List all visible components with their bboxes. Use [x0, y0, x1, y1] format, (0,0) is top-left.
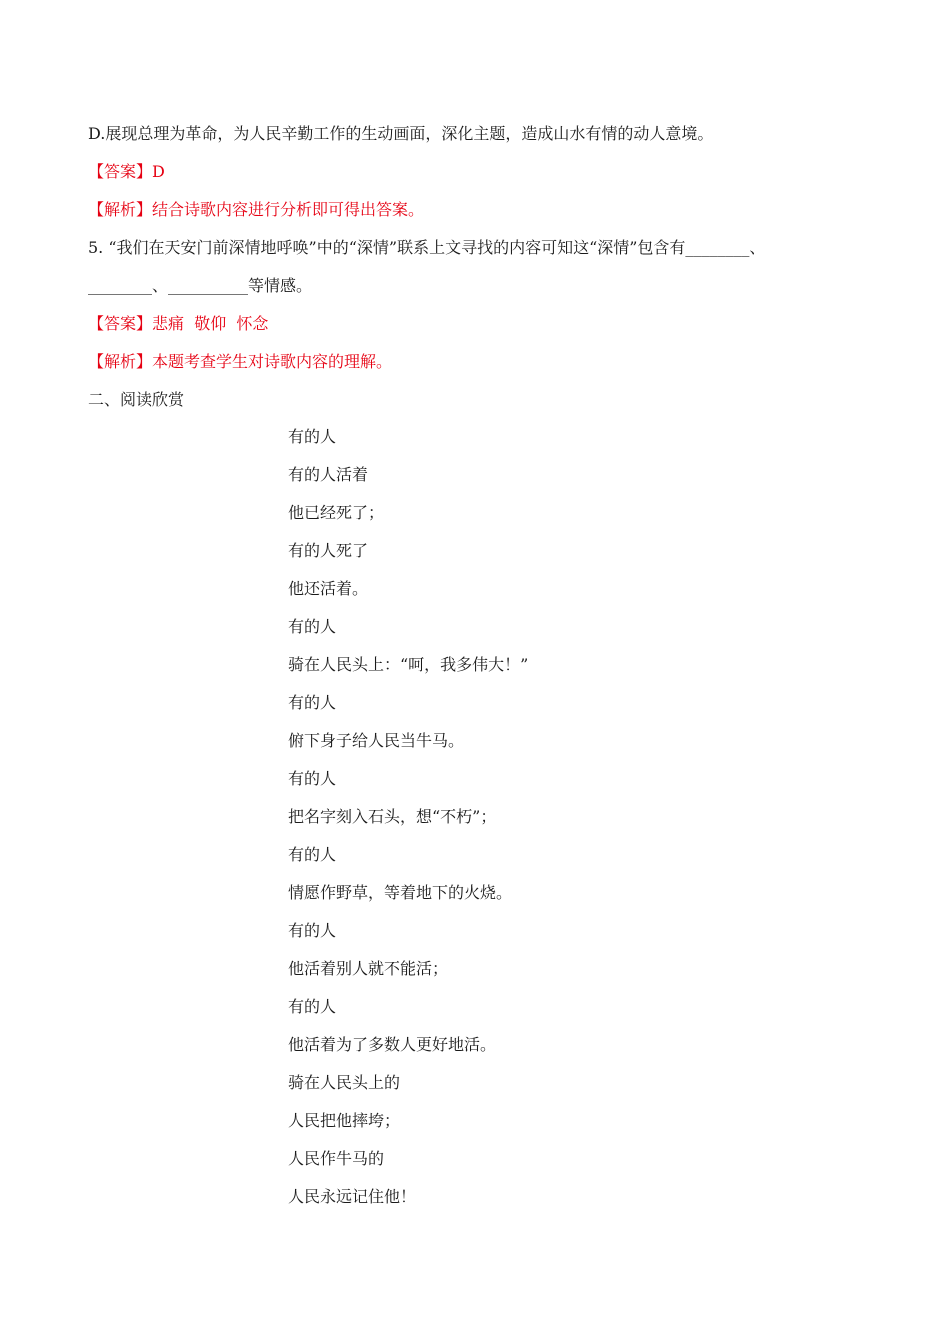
poem-line: 情愿作野草，等着地下的火烧。	[288, 883, 513, 902]
answer-label: 【答案】	[88, 314, 153, 333]
poem-line: 他已经死了；	[288, 503, 385, 522]
poem	[288, 426, 528, 1224]
answer-value: 悲痛 敬仰 怀念	[152, 314, 269, 333]
poem-line: 有的人	[288, 427, 337, 446]
q5-analysis	[88, 351, 392, 373]
poem-line: 有的人	[288, 997, 337, 1016]
poem-line: 骑在人民头上的	[288, 1073, 401, 1092]
poem-line: 有的人	[288, 845, 337, 864]
q4-analysis	[88, 199, 424, 221]
poem-line: 把名字刻入石头，想“不朽”；	[288, 807, 497, 826]
poem-line: 有的人	[288, 769, 337, 788]
analysis-label: 【解析】	[88, 352, 153, 371]
poem-line: 有的人活着	[288, 465, 369, 484]
poem-line: 他活着为了多数人更好地活。	[288, 1035, 497, 1054]
poem-line: 人民永远记住他！	[288, 1187, 417, 1206]
poem-line: 他活着别人就不能活；	[288, 959, 449, 978]
analysis-label: 【解析】	[88, 200, 153, 219]
poem-line: 有的人	[288, 693, 337, 712]
poem-line: 有的人	[288, 921, 337, 940]
option-d-text: D.展现总理为革命，为人民辛勤工作的生动画面，深化主题，造成山水有情的动人意境。	[88, 124, 714, 143]
q5-answer	[88, 313, 268, 335]
poem-line: 有的人死了	[288, 541, 369, 560]
poem-line: 人民作牛马的	[288, 1149, 385, 1168]
poem-line: 俯下身子给人民当牛马。	[288, 731, 465, 750]
poem-line: 骑在人民头上：“呵，我多伟大！”	[288, 655, 529, 674]
answer-label: 【答案】	[88, 162, 153, 181]
q5-question-line1: 5. “我们在天安门前深情地呼唤”中的“深情”联系上文寻找的内容可知这“深情”包含有________、	[88, 238, 766, 257]
poem-line: 人民把他摔垮；	[288, 1111, 401, 1130]
q5-question-line2: ________、__________等情感。	[88, 276, 313, 295]
section-title: 二、阅读欣赏	[88, 390, 185, 409]
q4-answer	[88, 161, 165, 183]
analysis-text: 结合诗歌内容进行分析即可得出答案。	[152, 200, 425, 219]
poem-line: 有的人	[288, 617, 337, 636]
answer-value: D	[152, 162, 165, 181]
analysis-text: 本题考查学生对诗歌内容的理解。	[152, 352, 393, 371]
poem-line: 他还活着。	[288, 579, 369, 598]
